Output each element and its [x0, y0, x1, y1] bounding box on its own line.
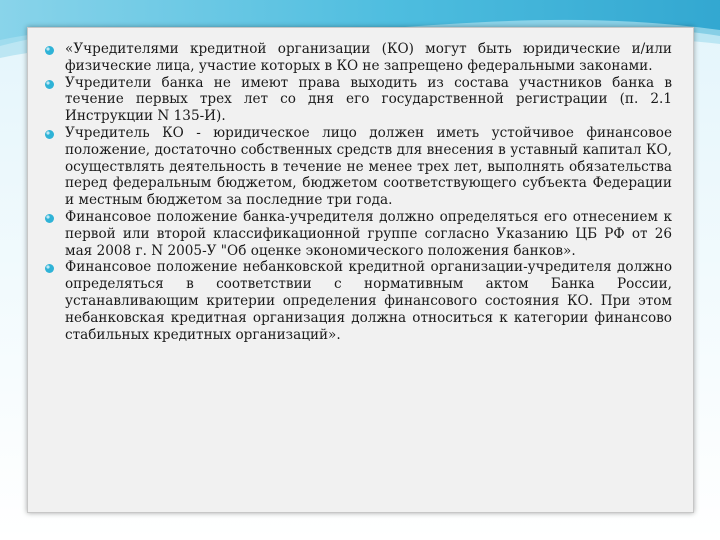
circle-bullet-icon [44, 79, 55, 90]
bullet-item-exit-restriction [44, 75, 672, 125]
bullet-item-nonbank-founder-position [44, 259, 672, 343]
bullet-text: «Учредителями кредитной организации (КО) могут быть юридические и/или физические лица, участие которых в КО не запрещено федеральными законами. [65, 41, 672, 74]
bullet-text: Финансовое положение банка-учредителя должно определяться его отнесением к первой или второй классификационной группе согласно Указанию ЦБ РФ от 26 мая 2008 г. N 2005-У "Об оценке экономического положения банков». [65, 208, 672, 259]
bullet-text: Финансовое положение небанковской кредитной организации-учредителя должно определяться в соответствии с нормативным актом Банка России, устанавливающим критерии определения финансового состояния КО. При этом небанковская кредитная организация должна относиться к категории финансово стабильных кредитных организаций». [65, 259, 672, 343]
circle-bullet-icon [44, 45, 55, 56]
circle-bullet-icon [44, 213, 55, 224]
circle-bullet-icon [44, 129, 55, 140]
bullet-text: Учредители банка не имеют права выходить из состава участников банка в течение первых трех лет со дня его государственной регистрации (п. 2.1 Инструкции N 135-И). [65, 74, 672, 125]
bullet-text: Учредитель КО - юридическое лицо должен иметь устойчивое финансовое положение, достаточно собственных средств для внесения в уставный капитал КО, осуществлять деятельность в течение не менее трех лет, выполнять обязательства перед федеральным бюджетом, бюджетом соответствующего субъекта Федерации и местным бюджетом за последние три года. [65, 124, 672, 209]
bullet-list [44, 41, 672, 343]
bullet-item-founders [44, 41, 672, 75]
circle-bullet-icon [44, 263, 55, 274]
bullet-item-bank-founder-position [44, 209, 672, 259]
bullet-item-legal-entity-requirements [44, 125, 672, 209]
